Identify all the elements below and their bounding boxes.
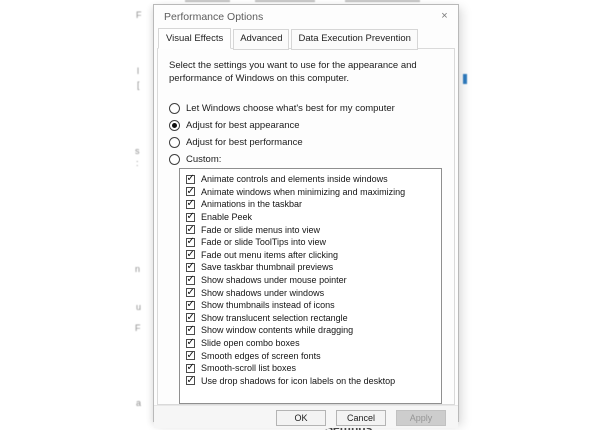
checkbox-checked-icon[interactable] (186, 326, 195, 335)
effect-item[interactable] (186, 362, 441, 375)
background-fragment: s (135, 146, 140, 156)
tab-advanced[interactable] (233, 29, 289, 50)
effect-label: Slide open combo boxes (201, 338, 300, 349)
effect-label: Show translucent selection rectangle (201, 312, 348, 323)
tab-visual-effects[interactable] (158, 28, 231, 49)
effect-item[interactable] (186, 375, 441, 388)
effect-label: Show shadows under mouse pointer (201, 275, 347, 286)
tab-label: Data Execution Prevention (298, 33, 411, 44)
radio-selected-icon (169, 120, 180, 131)
performance-options-dialog (153, 4, 459, 422)
radio-label: Custom: (186, 153, 222, 165)
effect-item[interactable] (186, 286, 441, 299)
checkbox-checked-icon[interactable] (186, 213, 195, 222)
effect-item[interactable] (186, 223, 441, 236)
effect-label: Enable Peek (201, 212, 253, 223)
background-fragment: : (136, 158, 139, 168)
description-line-2: performance of Windows on this computer. (169, 73, 350, 84)
checkbox-checked-icon[interactable] (186, 200, 195, 209)
effect-item[interactable] (186, 337, 441, 350)
dialog-title: Performance Options (164, 10, 264, 23)
checkbox-checked-icon[interactable] (186, 225, 195, 234)
checkbox-checked-icon[interactable] (186, 351, 195, 360)
effect-label: Show thumbnails instead of icons (201, 300, 335, 311)
checkbox-checked-icon[interactable] (186, 376, 195, 385)
checkbox-checked-icon[interactable] (186, 175, 195, 184)
effect-label: Fade out menu items after clicking (201, 249, 339, 260)
effect-item[interactable] (186, 274, 441, 287)
cancel-button[interactable]: Cancel (336, 410, 386, 426)
tab-label: Advanced (240, 33, 283, 44)
background-fragment: n (135, 264, 141, 274)
background-fragment: F (135, 323, 141, 333)
effect-item[interactable] (186, 312, 441, 325)
checkbox-checked-icon[interactable] (186, 288, 195, 297)
visual-effects-tab-page (157, 48, 455, 405)
background-fragment: F (136, 10, 142, 20)
checkbox-checked-icon[interactable] (186, 238, 195, 247)
effect-label: Show shadows under windows (201, 287, 325, 298)
background-fragment-blue (463, 74, 467, 84)
tab-data-execution-prevention[interactable] (291, 29, 417, 50)
checkbox-checked-icon[interactable] (186, 339, 195, 348)
dialog-titlebar (154, 5, 458, 28)
checkbox-checked-icon[interactable] (186, 301, 195, 310)
effect-item[interactable] (186, 173, 441, 186)
apply-button: Apply (396, 410, 446, 426)
effect-label: Fade or slide ToolTips into view (201, 237, 327, 248)
description-line-1: Select the settings you want to use for the appearance and (169, 60, 417, 71)
background-fragment-line (255, 0, 315, 2)
radio-let-windows-choose[interactable] (169, 100, 445, 116)
effect-label: Animate controls and elements inside windows (201, 174, 388, 185)
effect-item[interactable] (186, 249, 441, 262)
radio-adjust-best-appearance[interactable] (169, 117, 445, 133)
description-text (169, 59, 445, 85)
radio-icon (169, 137, 180, 148)
effect-item[interactable] (186, 198, 441, 211)
visual-effects-listbox[interactable] (179, 168, 442, 404)
checkbox-checked-icon[interactable] (186, 263, 195, 272)
tab-strip (154, 28, 458, 49)
background-fragment: [ (137, 80, 140, 90)
effect-item[interactable] (186, 236, 441, 249)
dialog-footer (154, 405, 458, 428)
effect-label: Use drop shadows for icon labels on the desktop (201, 375, 396, 386)
radio-label: Adjust for best performance (186, 136, 303, 148)
effect-item[interactable] (186, 299, 441, 312)
tab-label: Visual Effects (166, 33, 224, 44)
effect-item[interactable] (186, 324, 441, 337)
radio-icon (169, 154, 180, 165)
effect-label: Animations in the taskbar (201, 199, 303, 210)
setting-mode-radio-group (169, 100, 445, 168)
effect-label: Animate windows when minimizing and maximizing (201, 186, 406, 197)
radio-label: Let Windows choose what's best for my computer (186, 102, 395, 114)
checkbox-checked-icon[interactable] (186, 276, 195, 285)
background-fragment: u (136, 302, 142, 312)
background-fragment: l (137, 66, 139, 76)
background-fragment-line (185, 0, 230, 2)
background-fragment-line (345, 0, 420, 2)
effect-label: Smooth edges of screen fonts (201, 350, 321, 361)
radio-icon (169, 103, 180, 114)
checkbox-checked-icon[interactable] (186, 250, 195, 259)
effect-label: Smooth-scroll list boxes (201, 363, 297, 374)
effect-label: Show window contents while dragging (201, 325, 354, 336)
radio-custom[interactable] (169, 151, 445, 167)
effect-label: Fade or slide menus into view (201, 224, 321, 235)
radio-label: Adjust for best appearance (186, 119, 300, 131)
checkbox-checked-icon[interactable] (186, 313, 195, 322)
checkbox-checked-icon[interactable] (186, 364, 195, 373)
effect-item[interactable] (186, 261, 441, 274)
close-icon[interactable]: × (441, 10, 448, 22)
effect-label: Save taskbar thumbnail previews (201, 262, 334, 273)
effect-item[interactable] (186, 211, 441, 224)
effect-item[interactable] (186, 349, 441, 362)
checkbox-checked-icon[interactable] (186, 187, 195, 196)
effect-item[interactable] (186, 186, 441, 199)
ok-button[interactable]: OK (276, 410, 326, 426)
background-fragment: a (136, 398, 142, 408)
radio-adjust-best-performance[interactable] (169, 134, 445, 150)
